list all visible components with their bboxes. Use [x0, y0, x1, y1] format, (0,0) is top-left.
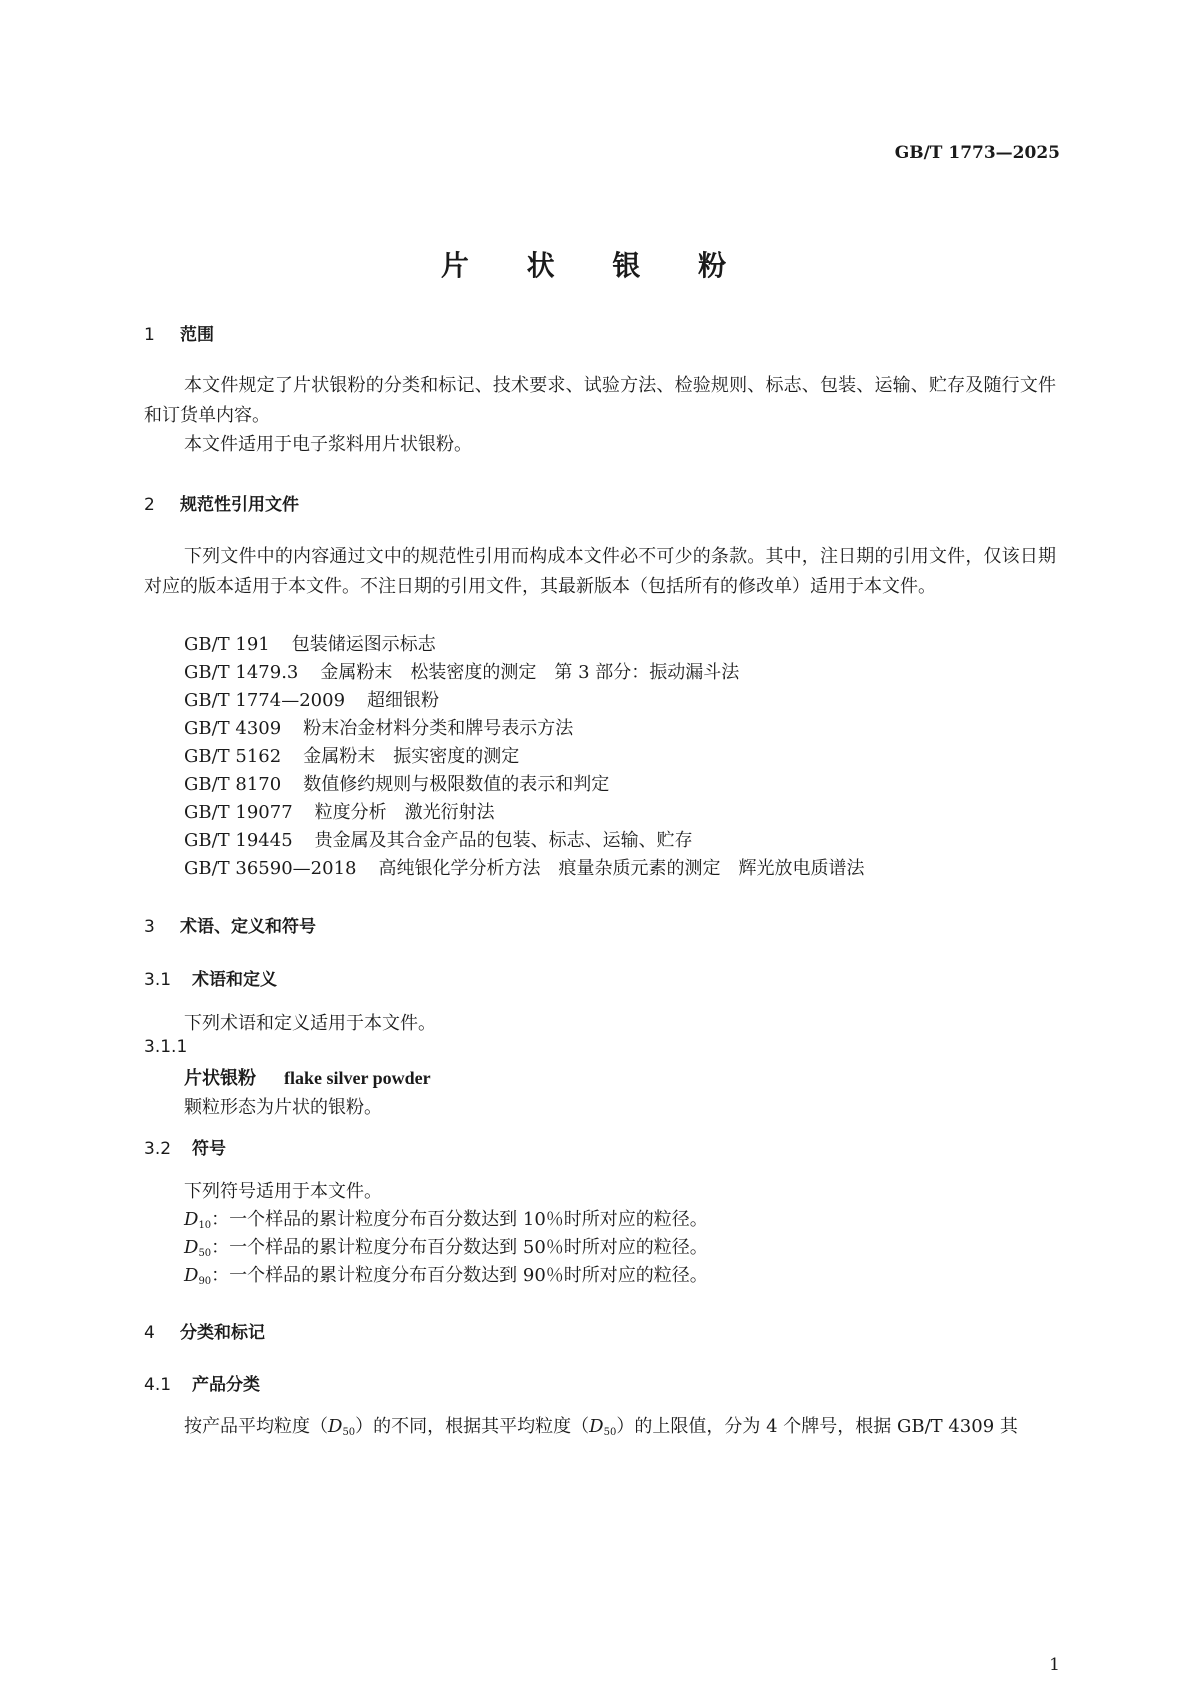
reference-item: GB/T 8170 数值修约规则与极限数值的表示和判定 — [184, 774, 610, 795]
reference-item: GB/T 1479.3 金属粉末 松装密度的测定 第 3 部分：振动漏斗法 — [184, 662, 740, 683]
section-4-1-paragraph: 按产品平均粒度$(D_{50})$的不同，根据其平均粒度$(D_{50})$的上限值，分为 4 个牌号，根据 GB/T 4309 其 — [184, 1416, 1018, 1438]
document-code: GB/T 1773—2025 — [894, 143, 1060, 163]
section-1-paragraph-2: 本文件适用于电子浆料用片状银粉。 — [184, 434, 472, 455]
reference-item: GB/T 19445 贵金属及其合金产品的包装、标志、运输、贮存 — [184, 830, 693, 851]
section-1-paragraph-1: 本文件规定了片状银粉的分类和标记、技术要求、试验方法、检验规则、标志、包装、运输、贮存及随行文件和订货单内容。 — [144, 375, 1056, 426]
term-number: 3.1.1 — [144, 1037, 188, 1057]
section-1-heading: 1 范围 — [144, 325, 214, 345]
reference-item: GB/T 36590—2018 高纯银化学分析方法 痕量杂质元素的测定 辉光放电质谱法 — [184, 858, 865, 879]
page-title: 片 状 银 粉 — [440, 249, 751, 282]
section-3-2-paragraph: 下列符号适用于本文件。 — [184, 1181, 382, 1202]
term-definition: 颗粒形态为片状的银粉。 — [184, 1097, 382, 1118]
symbol-definition: $D_{10}$：一个样品的累计粒度分布百分数达到 10％时所对应的粒径。 — [184, 1209, 708, 1231]
section-3-1-heading: 3.1 术语和定义 — [144, 970, 277, 990]
section-4-heading: 4 分类和标记 — [144, 1323, 265, 1343]
section-3-heading: 3 术语、定义和符号 — [144, 917, 316, 937]
symbol-definition: $D_{50}$：一个样品的累计粒度分布百分数达到 50％时所对应的粒径。 — [184, 1237, 708, 1259]
term-name: 片状银粉 flake silver powder — [184, 1068, 431, 1089]
section-3-2-heading: 3.2 符号 — [144, 1139, 226, 1159]
section-3-1-paragraph: 下列术语和定义适用于本文件。 — [184, 1013, 436, 1034]
reference-item: GB/T 1774—2009 超细银粉 — [184, 690, 440, 711]
reference-item: GB/T 5162 金属粉末 振实密度的测定 — [184, 746, 520, 767]
section-4-1-heading: 4.1 产品分类 — [144, 1375, 260, 1395]
reference-item: GB/T 4309 粉末冶金材料分类和牌号表示方法 — [184, 718, 574, 739]
reference-item: GB/T 191 包装储运图示标志 — [184, 634, 436, 655]
section-2-paragraph: 下列文件中的内容通过文中的规范性引用而构成本文件必不可少的条款。其中，注日期的引用文件，仅该日期对应的版本适用于本文件。不注日期的引用文件，其最新版本（包括所有的修改单）适用于本文件。 — [144, 546, 1056, 597]
symbol-definition: $D_{90}$：一个样品的累计粒度分布百分数达到 90％时所对应的粒径。 — [184, 1265, 708, 1287]
reference-item: GB/T 19077 粒度分析 激光衍射法 — [184, 802, 495, 823]
section-2-heading: 2 规范性引用文件 — [144, 495, 299, 515]
page-number: 1 — [1049, 1655, 1060, 1675]
